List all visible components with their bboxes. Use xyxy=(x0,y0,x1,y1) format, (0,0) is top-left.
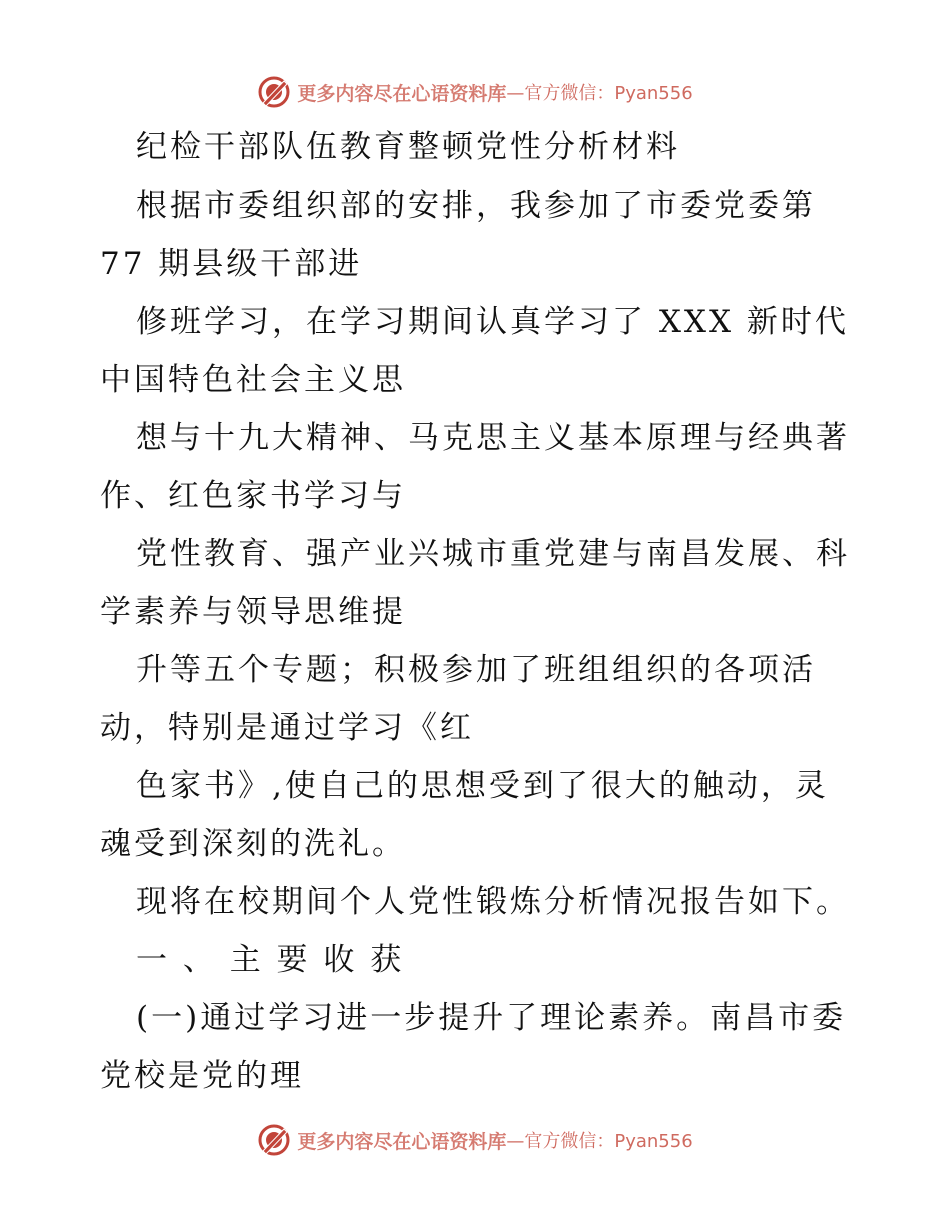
subsection-heading: (一)通过学习进一步提升了理论素养。南昌市委 xyxy=(136,1000,847,1036)
watermark-sub-text: —官方微信：Pyan556 xyxy=(506,83,693,104)
section-heading: 一 、 主 要 收 获 xyxy=(136,942,405,978)
text-line: 学素养与领导思维提 xyxy=(100,594,406,630)
text-line: 作、红色家书学习与 xyxy=(100,478,406,514)
text-line: 现将在校期间个人党性锻炼分析情况报告如下。 xyxy=(136,884,850,920)
text-line: 色家书》,使自己的思想受到了很大的触动，灵 xyxy=(136,768,829,804)
text-line: 升等五个专题；积极参加了班组组织的各项活 xyxy=(136,652,816,688)
watermark-main-text: 更多内容尽在心语资料库 xyxy=(297,1130,507,1153)
text-line: 动，特别是通过学习《红 xyxy=(100,710,474,746)
text-line: 想与十九大精神、马克思主义基本原理与经典著 xyxy=(136,420,850,456)
quill-seal-icon xyxy=(257,1123,291,1157)
text-line: 修班学习，在学习期间认真学习了 XXX 新时代 xyxy=(136,304,849,340)
watermark-sub-text: —官方微信：Pyan556 xyxy=(506,1131,693,1152)
text-line: 党性教育、强产业兴城市重党建与南昌发展、科 xyxy=(136,536,850,572)
text-line: 根据市委组织部的安排，我参加了市委党委第 xyxy=(136,188,816,224)
document-title: 纪检干部队伍教育整顿党性分析材料 xyxy=(136,129,680,165)
text-line: 中国特色社会主义思 xyxy=(100,362,406,398)
watermark-main-text: 更多内容尽在心语资料库 xyxy=(297,82,507,105)
text-line: 魂受到深刻的洗礼。 xyxy=(100,826,406,862)
text-line: 77 期县级干部进 xyxy=(100,246,363,282)
text-line: 党校是党的理 xyxy=(100,1058,304,1094)
footer-watermark xyxy=(0,1120,950,1160)
